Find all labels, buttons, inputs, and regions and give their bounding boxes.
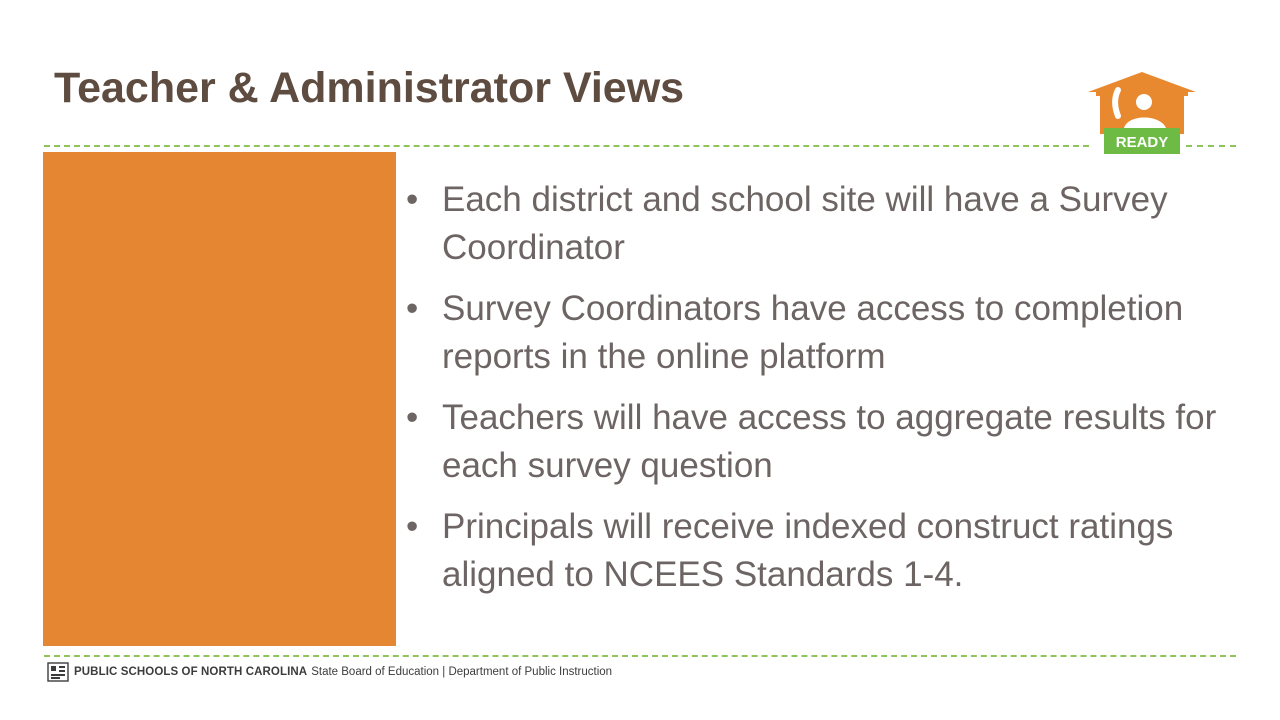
top-divider xyxy=(44,145,1089,147)
bullet-marker: • xyxy=(406,507,419,546)
ready-logo-icon xyxy=(1088,72,1196,158)
footer-subtitle: State Board of Education | Department of Public Instruction xyxy=(311,666,613,678)
footer xyxy=(47,662,612,682)
bullet-text: Principals will receive indexed construct ratings aligned to NCEES Standards 1-4. xyxy=(442,507,1174,594)
slide-title: Teacher & Administrator Views xyxy=(54,64,685,112)
bullet-list xyxy=(404,176,1244,612)
bullet-marker: • xyxy=(406,289,419,328)
accent-panel xyxy=(43,152,396,646)
top-divider-right xyxy=(1186,145,1236,147)
bullet-text: Teachers will have access to aggregate results for each survey question xyxy=(442,398,1217,485)
footer-org: PUBLIC SCHOOLS OF NORTH CAROLINA xyxy=(74,666,308,678)
bullet-item xyxy=(404,176,1244,272)
bullet-item xyxy=(404,503,1244,599)
bullet-text: Survey Coordinators have access to completion reports in the online platform xyxy=(442,289,1184,376)
nc-seal-icon xyxy=(47,662,69,682)
bullet-marker: • xyxy=(406,398,419,437)
bottom-divider xyxy=(44,655,1236,657)
logo-label: READY xyxy=(1115,134,1169,151)
bullet-item xyxy=(404,394,1244,490)
bullet-item xyxy=(404,285,1244,381)
bullet-marker: • xyxy=(406,180,419,219)
bullet-text: Each district and school site will have a Survey Coordinator xyxy=(442,180,1168,267)
